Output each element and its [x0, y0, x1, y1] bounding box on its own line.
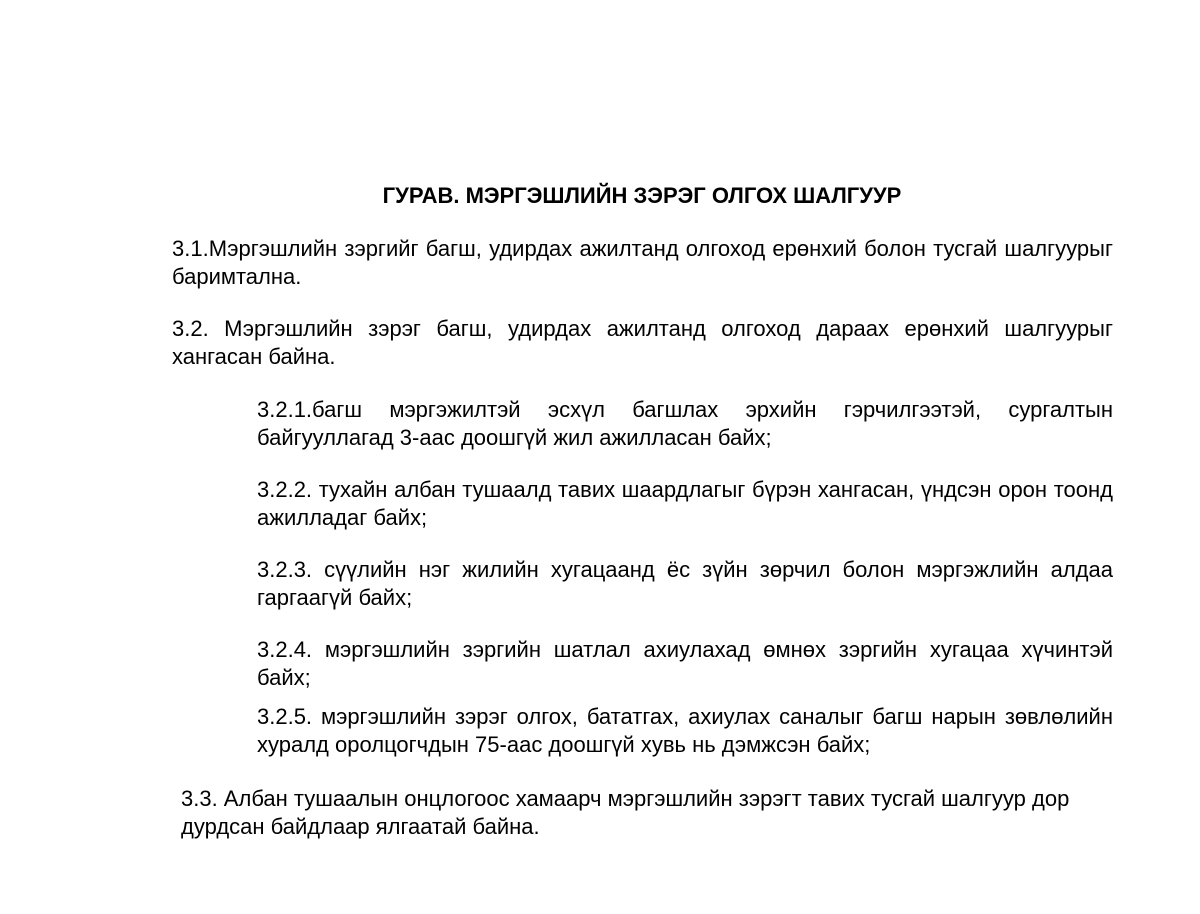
- paragraph-3-2-2: 3.2.2. тухайн албан тушаалд тавих шаардлагыг бүрэн хангасан, үндсэн орон тоонд ажилладаг байх;: [257, 477, 1113, 530]
- paragraph-3-2-4: 3.2.4. мэргэшлийн зэргийн шатлал ахиулахад өмнөх зэргийн хугацаа хүчинтэй байх;: [257, 637, 1113, 690]
- paragraph-3-3: 3.3. Албан тушаалын онцлогоос хамаарч мэргэшлийн зэрэгт тавих тусгай шалгуур дор дурдсан байдлаар ялгаатай байна.: [181, 786, 1070, 839]
- paragraph-3-2-1: 3.2.1.багш мэргэжилтэй эсхүл багшлах эрхийн гэрчилгээтэй, сургалтын байгууллагад 3-аас доошгүй жил ажилласан байх;: [257, 397, 1113, 450]
- paragraph-3-2-3: 3.2.3. сүүлийн нэг жилийн хугацаанд ёс зүйн зөрчил болон мэргэжлийн алдаа гаргаагүй байх;: [257, 557, 1113, 610]
- paragraph-3-2-5: 3.2.5. мэргэшлийн зэрэг олгох, бататгах, ахиулах саналыг багш нарын зөвлөлийн хуралд оролцогчдын 75-аас доошгүй хувь нь дэмжсэн байх;: [257, 704, 1113, 757]
- paragraph-3-2: 3.2. Мэргэшлийн зэрэг багш, удирдах ажилтанд олгоход дараах ерөнхий шалгуурыг хангасан байна.: [172, 316, 1113, 369]
- paragraph-3-1: 3.1.Мэргэшлийн зэргийг багш, удирдах ажилтанд олгоход ерөнхий болон тусгай шалгуурыг баримтална.: [172, 236, 1113, 289]
- section-heading: ГУРАВ. МЭРГЭШЛИЙН ЗЭРЭГ ОЛГОХ ШАЛГУУР: [382, 183, 902, 208]
